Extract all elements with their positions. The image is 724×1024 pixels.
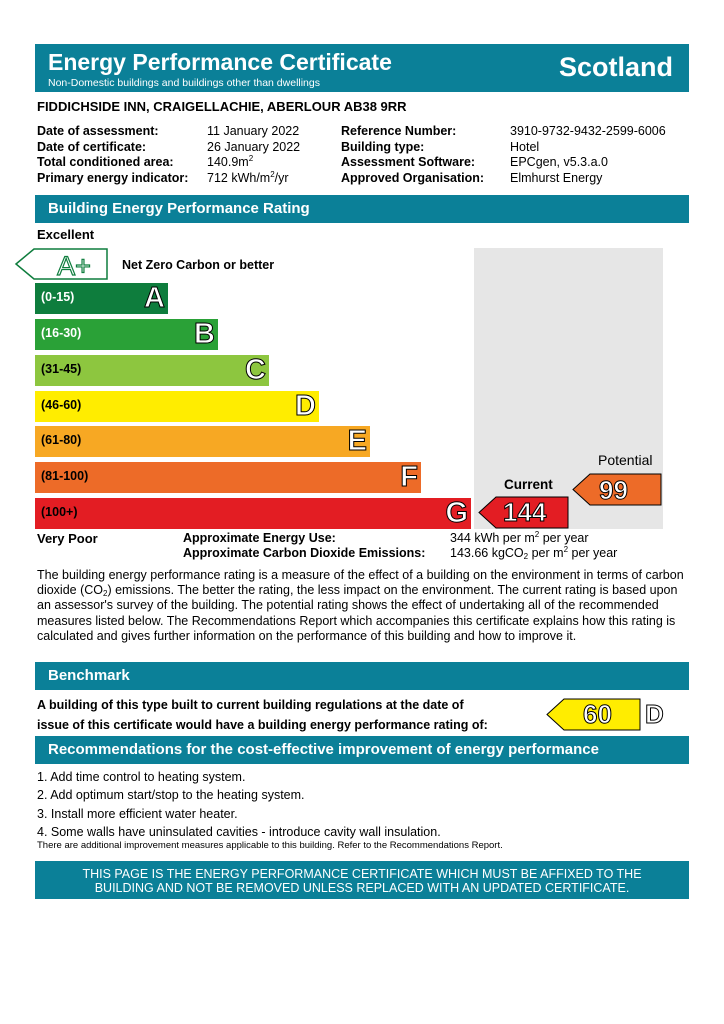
recommendations-heading: Recommendations for the cost-effective improvement of energy performance [35, 736, 689, 764]
net-zero-label: Net Zero Carbon or better [122, 258, 275, 272]
detail-value: EPCgen, v5.3.a.0 [510, 155, 608, 169]
recommendation-item: 2. Add optimum start/stop to the heating system. [37, 788, 305, 803]
band-b [35, 319, 218, 350]
benchmark-line: issue of this certificate would have a building energy performance rating of: [37, 718, 488, 732]
co2-value: 143.66 kgCO$_2$ per $m^2$ per year [450, 545, 618, 561]
footer-line: BUILDING AND NOT BE REMOVED UNLESS REPLACED WITH AN UPDATED CERTIFICATE. [94, 881, 630, 895]
details-left-labels [37, 124, 188, 186]
band-d [35, 391, 319, 422]
benchmark-heading: Benchmark [35, 662, 689, 690]
property-address: FIDDICHSIDE INN, CRAIGELLACHIE, ABERLOUR AB38 9RR [37, 99, 407, 114]
band-letter: F [400, 461, 418, 493]
aplus-arrow [14, 247, 110, 281]
certificate-header [35, 44, 689, 92]
band-range: (16-30) [41, 326, 82, 340]
co2-label: Approximate Carbon Dioxide Emissions: [183, 546, 426, 560]
band-g [35, 498, 471, 529]
band-f [35, 462, 421, 493]
band-letter: C [245, 354, 266, 386]
band-e [35, 426, 370, 457]
potential-rating-label: Potential [598, 452, 653, 468]
detail-value-area: $140.9m^2$ [207, 154, 254, 169]
current-rating-label: Current [504, 477, 553, 492]
aplus-letter: A+ [57, 251, 91, 281]
detail-label: Date of certificate: [37, 139, 147, 154]
detail-label: Assessment Software: [341, 155, 476, 169]
detail-value: 3910-9732-9432-2599-6006 [510, 124, 666, 138]
band-range: (61-80) [41, 433, 82, 447]
energy-use-summary [183, 531, 617, 561]
detail-value: 11 January 2022 [207, 124, 300, 138]
band-range: (100+) [41, 505, 78, 519]
recommendations-list [37, 768, 441, 841]
certificate-subtitle: Non-Domestic buildings and buildings other than dwellings [48, 77, 320, 89]
detail-label: Total conditioned area: [37, 155, 174, 169]
band-letter: A [144, 282, 165, 314]
potential-rating-value: 99 [599, 475, 628, 505]
very-poor-label: Very Poor [37, 531, 98, 546]
recommendation-item: 4. Some walls have uninsulated cavities - introduce cavity wall insulation. [37, 824, 441, 839]
details-right-labels [341, 124, 484, 186]
excellent-label: Excellent [37, 227, 95, 242]
details-left-values [207, 124, 300, 186]
details-right-values [510, 124, 666, 186]
benchmark-text [37, 695, 488, 735]
recommendation-item: 1. Add time control to heating system. [37, 770, 246, 784]
band-letter: B [194, 318, 215, 350]
detail-value: Elmhurst Energy [510, 170, 603, 185]
rating-description: The building energy performance rating is a measure of the effect of a building on the environment in terms of carbon dioxide $(CO_2)$ emissions. The better the rating, the less impact on the environment. The current rating is based upon an assessor's survey of the building. The potential rating shows the effect of undertaking all of the recommended measures listed below. The Recommendations Report which accompanies this certificate explains how this rating is calculated and gives further information on the performance of this building and how to improve it. [37, 568, 684, 643]
band-a [35, 283, 168, 314]
band-range: (81-100) [41, 469, 89, 483]
detail-value-pei: 712 kWh/$m^2/yr$ [207, 169, 289, 185]
band-range: (0-15) [41, 290, 75, 304]
detail-value: 26 January 2022 [207, 139, 301, 154]
band-c [35, 355, 269, 386]
detail-label: Primary energy indicator: [37, 170, 189, 185]
region-label: Scotland [558, 52, 673, 82]
band-letter: D [295, 390, 316, 422]
band-letter: G [445, 497, 468, 529]
band-range: (31-45) [41, 362, 82, 376]
certificate-title: Energy Performance Certificate [48, 49, 392, 75]
detail-label: Building type: [341, 139, 425, 154]
detail-label: Date of assessment: [37, 124, 159, 138]
energy-use-value: 344 kWh per $m^2$ per year [450, 530, 589, 545]
recommendation-item: 3. Install more efficient water heater. [37, 806, 238, 821]
band-range: (46-60) [41, 398, 82, 412]
recommendations-note: There are additional improvement measures applicable to this building. Refer to the Recommendations Report. [37, 840, 503, 851]
band-letter: E [347, 425, 367, 457]
detail-value: Hotel [510, 139, 540, 154]
footer-line: THIS PAGE IS THE ENERGY PERFORMANCE CERTIFICATE WHICH MUST BE AFFIXED TO THE [82, 867, 642, 881]
benchmark-letter: D [645, 699, 664, 729]
certificate-footer [35, 861, 689, 899]
current-rating-value: 144 [503, 497, 547, 527]
rating-section-heading: Building Energy Performance Rating [35, 195, 689, 223]
detail-label: Approved Organisation: [341, 170, 485, 185]
benchmark-value: 60 [583, 699, 612, 729]
detail-label: Reference Number: [341, 124, 457, 138]
benchmark-line: A building of this type built to current building regulations at the date of [37, 698, 464, 712]
energy-use-label: Approximate Energy Use: [183, 531, 336, 545]
